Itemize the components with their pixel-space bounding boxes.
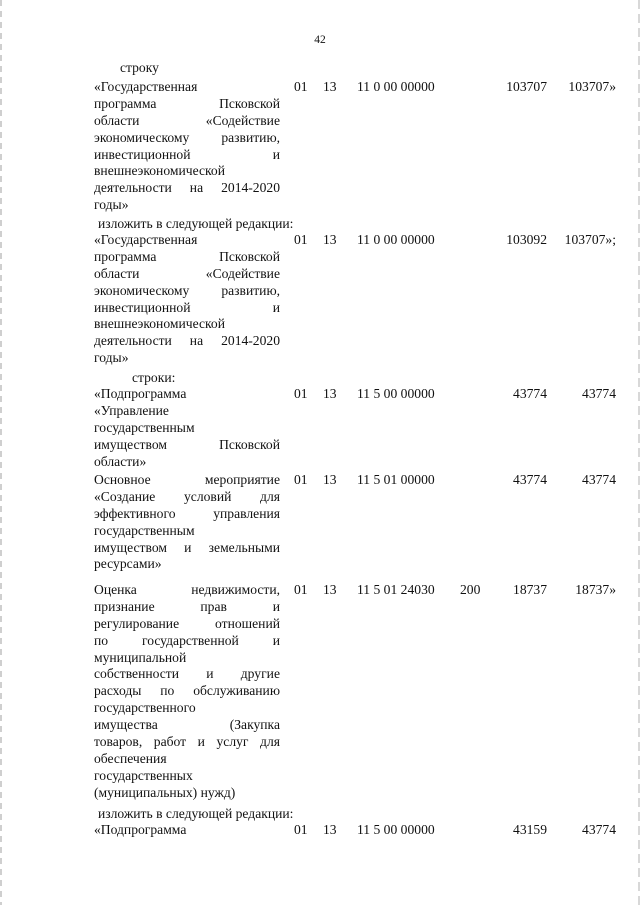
description-line: муниципальной <box>94 649 187 665</box>
description-line: «Управление <box>94 402 169 418</box>
amount-year-1: 43774 <box>513 472 547 487</box>
description-line: годы» <box>94 197 129 213</box>
subsection-code: 13 <box>323 822 337 837</box>
description-line: государственным <box>94 419 195 435</box>
description-line: по государственной и <box>94 632 280 648</box>
table-row <box>0 232 640 367</box>
table-row <box>0 386 640 471</box>
subsection-code: 13 <box>323 232 337 247</box>
row-description <box>94 386 280 470</box>
description-line: регулирование отношений <box>94 615 280 631</box>
amount-year-2: 43774 <box>582 386 616 401</box>
description-line: области «Содействие <box>94 265 280 281</box>
description-line: области «Содействие <box>94 112 280 128</box>
table-row <box>0 822 640 839</box>
amount-year-1: 43159 <box>513 822 547 837</box>
description-line: деятельности на 2014-2020 <box>94 333 280 349</box>
amount-year-1: 43774 <box>513 386 547 401</box>
table-row <box>0 582 640 802</box>
page-number: 42 <box>314 34 326 46</box>
description-line: внешнеэкономической <box>94 316 225 332</box>
expense-type-code: 200 <box>460 582 481 597</box>
section-code: 01 <box>294 822 308 837</box>
description-line: программа Псковской <box>94 95 280 111</box>
row-description <box>94 472 280 573</box>
amount-year-2: 18737» <box>575 582 616 597</box>
description-line: собственности и другие <box>94 666 280 682</box>
row-description <box>94 232 280 367</box>
section-code: 01 <box>294 472 308 487</box>
description-line: экономическому развитию, <box>94 282 280 298</box>
description-line: государственным <box>94 522 195 538</box>
description-line: расходы по обслуживанию <box>94 683 280 699</box>
description-line: деятельности на 2014-2020 <box>94 180 280 196</box>
subsection-code: 13 <box>323 472 337 487</box>
description-line: годы» <box>94 350 129 366</box>
target-article-code: 11 5 00 00000 <box>357 386 435 401</box>
description-line: признание прав и <box>94 598 280 614</box>
target-article-code: 11 5 00 00000 <box>357 822 435 837</box>
description-line: товаров, работ и услуг для <box>94 734 280 750</box>
row-description <box>94 822 280 839</box>
description-line: «Государственная <box>94 232 198 247</box>
table-row <box>0 79 640 214</box>
description-line: программа Псковской <box>94 248 280 264</box>
section-code: 01 <box>294 79 308 94</box>
section-label: строку <box>120 60 159 75</box>
description-line: государственного <box>94 700 196 716</box>
section-label: строки: <box>132 370 176 385</box>
description-line: «Подпрограмма <box>94 386 187 401</box>
description-line: имуществом Псковской <box>94 436 280 452</box>
section-code: 01 <box>294 386 308 401</box>
amount-year-2: 43774 <box>582 822 616 837</box>
description-line: «Подпрограмма <box>94 822 187 837</box>
row-description <box>94 79 280 214</box>
description-line: обеспечения <box>94 750 167 766</box>
section-label: изложить в следующей редакции: <box>98 216 294 231</box>
description-line: инвестиционной и <box>94 299 280 315</box>
amount-year-2: 103707» <box>568 79 616 94</box>
description-line: (муниципальных) нужд) <box>94 784 236 800</box>
description-line: инвестиционной и <box>94 146 280 162</box>
description-line: государственных <box>94 767 193 783</box>
section-code: 01 <box>294 582 308 597</box>
section-label: изложить в следующей редакции: <box>98 806 294 821</box>
description-line: Основное мероприятие <box>94 472 280 487</box>
amount-year-1: 103707 <box>506 79 547 94</box>
description-line: имущества (Закупка <box>94 717 280 733</box>
description-line: внешнеэкономической <box>94 163 225 179</box>
amount-year-2: 103707»; <box>564 232 616 247</box>
row-description <box>94 582 280 802</box>
target-article-code: 11 5 01 24030 <box>357 582 435 597</box>
subsection-code: 13 <box>323 386 337 401</box>
amount-year-2: 43774 <box>582 472 616 487</box>
description-line: имуществом и земельными <box>94 539 280 555</box>
description-line: ресурсами» <box>94 556 162 572</box>
subsection-code: 13 <box>323 582 337 597</box>
description-line: «Создание условий для <box>94 488 280 504</box>
subsection-code: 13 <box>323 79 337 94</box>
description-line: области» <box>94 453 147 469</box>
section-code: 01 <box>294 232 308 247</box>
target-article-code: 11 0 00 00000 <box>357 232 435 247</box>
description-line: эффективного управления <box>94 505 280 521</box>
amount-year-1: 18737 <box>513 582 547 597</box>
amount-year-1: 103092 <box>506 232 547 247</box>
table-row <box>0 472 640 573</box>
description-line: «Государственная <box>94 79 198 94</box>
description-line: экономическому развитию, <box>94 129 280 145</box>
target-article-code: 11 5 01 00000 <box>357 472 435 487</box>
target-article-code: 11 0 00 00000 <box>357 79 435 94</box>
description-line: Оценка недвижимости, <box>94 582 280 597</box>
